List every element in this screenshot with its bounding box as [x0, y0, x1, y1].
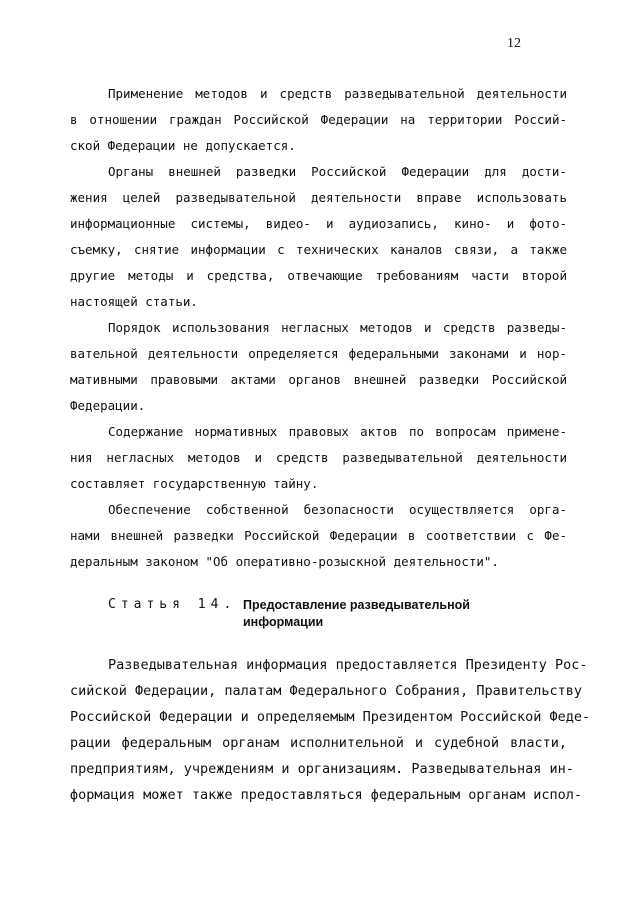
article-label: Статья 14. — [108, 597, 237, 612]
text-line: Органы внешней разведки Российской Федерации для дости- — [108, 164, 567, 179]
text-line: нами внешней разведки Российской Федерации в соответствии с Фе- — [70, 528, 567, 543]
text-line: Российской Федерации и определяемым Президентом Российской Феде- — [70, 709, 591, 725]
text-line: информационные системы, видео- и аудиозапись, кино- и фото- — [70, 216, 567, 231]
article-title-line: информации — [243, 615, 324, 629]
text-line: настоящей статьи. — [70, 294, 198, 309]
text-line: рации федеральным органам исполнительной и судебной власти, — [70, 735, 567, 751]
text-line: предприятиям, учреждениям и организациям. Разведывательная ин- — [70, 761, 574, 777]
text-line: Федерации. — [70, 398, 146, 413]
text-line: в отношении граждан Российской Федерации на территории Россий- — [70, 112, 567, 127]
page-number: 12 — [507, 36, 521, 51]
text-line: ской Федерации не допускается. — [70, 138, 296, 153]
text-line: формация может также предоставляться федеральным органам испол- — [70, 787, 583, 803]
text-line: Применение методов и средств разведывательной деятельности — [108, 86, 567, 101]
text-line: мативными правовыми актами органов внешней разведки Российской — [70, 372, 567, 387]
article-title-line: Предоставление разведывательной — [243, 598, 470, 612]
text-line: сийской Федерации, палатам Федерального Собрания, Правительству — [70, 683, 583, 699]
text-line: Содержание нормативных правовых актов по вопросам примене- — [108, 424, 567, 439]
text-line: Обеспечение собственной безопасности осуществляется орга- — [108, 502, 567, 517]
text-line: вательной деятельности определяется федеральными законами и нор- — [70, 346, 567, 361]
text-line: деральным законом "Об оперативно-розыскной деятельности". — [70, 554, 499, 569]
text-line: Разведывательная информация предоставляется Президенту Рос- — [108, 657, 588, 673]
text-line: ния негласных методов и средств разведывательной деятельности — [70, 450, 567, 465]
text-line: съемку, снятие информации с технических каналов связи, а также — [70, 242, 567, 257]
text-line: другие методы и средства, отвечающие требованиям части второй — [70, 268, 567, 283]
text-line: жения целей разведывательной деятельности вправе использовать — [70, 190, 567, 205]
text-line: составляет государственную тайну. — [70, 476, 319, 491]
text-line: Порядок использования негласных методов и средств разведы- — [108, 320, 567, 335]
